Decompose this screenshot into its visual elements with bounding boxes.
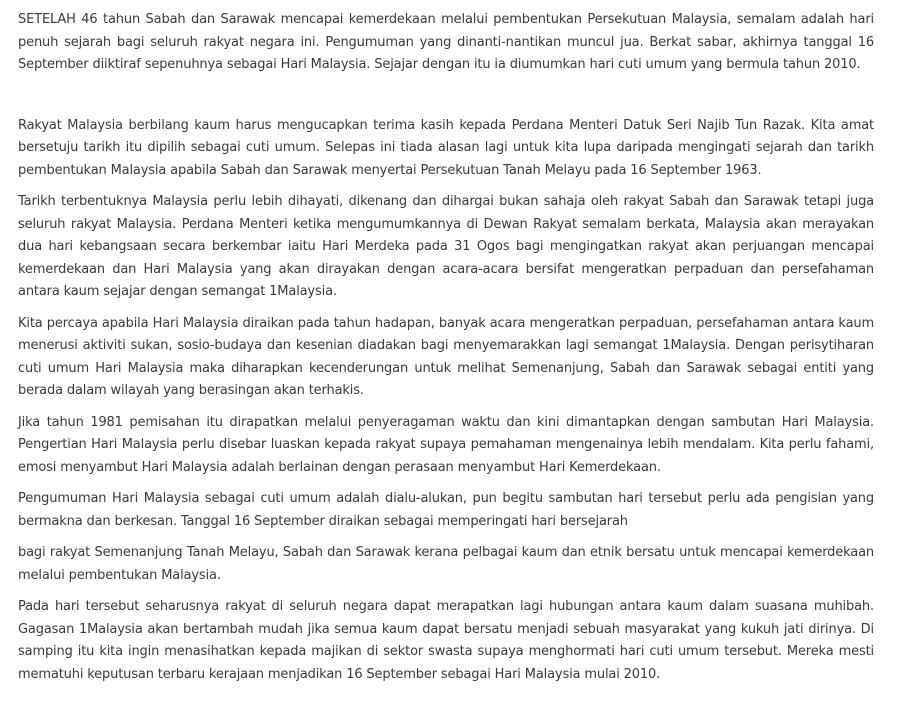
article-paragraph-8: Pada hari tersebut seharusnya rakyat di seluruh negara dapat merapatkan lagi hubungan antara kaum dalam suasana muhibah. Gagasan 1Malaysia akan bertambah mudah jika semua kaum dapat bersatu menjadi sebuah masyarakat yang kukuh jati dirinya. Di samping itu kita ingin menasihatkan kepada majikan di sektor swasta supaya menghormati hari cuti umum tersebut. Mereka mesti mematuhi keputusan terbaru kerajaan menjadikan 16 September sebagai Hari Malaysia mulai 2010. [18,599,874,682]
article-body [18,9,874,695]
paragraph-spacer [18,77,874,115]
article-paragraph-2: Rakyat Malaysia berbilang kaum harus mengucapkan terima kasih kepada Perdana Menteri Datuk Seri Najib Tun Razak. Kita amat bersetuju tarikh itu dipilih sebagai cuti umum. Selepas ini tiada alasan lagi untuk kita lupa daripada mengingati sejarah dan tarikh pembentukan Malaysia apabila Sabah dan Sarawak menyertai Persekutuan Tanah Melayu pada 16 September 1963. [18,117,874,178]
article-paragraph-4: Kita percaya apabila Hari Malaysia diraikan pada tahun hadapan, banyak acara mengeratkan perpaduan, persefahaman antara kaum menerusi aktiviti sukan, sosio-budaya dan kesenian diadakan bagi menyemarakkan lagi semangat 1Malaysia. Dengan perisytiharan cuti umum Hari Malaysia maka diharapkan kecenderungan untuk melihat Semenanjung, Sabah dan Sarawak sebagai entiti yang berada dalam wilayah yang berasingan akan terhakis. [18,315,874,398]
article-paragraph-5: Jika tahun 1981 pemisahan itu dirapatkan melalui penyeragaman waktu dan kini dimantapkan dengan sambutan Hari Malaysia. Pengertian Hari Malaysia perlu disebar luaskan kepada rakyat supaya pemahaman mengenainya lebih mendalam. Kita perlu fahami, emosi menyambut Hari Malaysia adalah berlainan dengan perasaan menyambut Hari Kemerdekaan. [18,414,874,475]
article-paragraph-6: Pengumuman Hari Malaysia sebagai cuti umum adalah dialu-alukan, pun begitu sambutan hari tersebut perlu ada pengisian yang bermakna dan berkesan. Tanggal 16 September diraikan sebagai memperingati hari bersejarah [18,491,874,529]
article-paragraph-3: Tarikh terbentuknya Malaysia perlu lebih dihayati, dikenang dan dihargai bukan sahaja oleh rakyat Sabah dan Sarawak tetapi juga seluruh rakyat Malaysia. Perdana Menteri ketika mengumumkannya di Dewan Rakyat semalam berkata, Malaysia akan merayakan dua hari kebangsaan secara berkembar iaitu Hari Merdeka pada 31 Ogos bagi mengingatkan rakyat akan perjuangan mencapai kemerdekaan dan Hari Malaysia yang akan dirayakan dengan acara-acara bersifat mengeratkan perpaduan dan persefahaman antara kaum sejajar dengan semangat 1Malaysia. [18,194,874,299]
article-paragraph-1: SETELAH 46 tahun Sabah dan Sarawak mencapai kemerdekaan melalui pembentukan Persekutuan Malaysia, semalam adalah hari penuh sejarah bagi seluruh rakyat negara ini. Pengumuman yang dinanti-nantikan muncul jua. Berkat sabar, akhirnya tanggal 16 September diiktiraf sepenuhnya sebagai Hari Malaysia. Sejajar dengan itu ia diumumkan hari cuti umum yang bermula tahun 2010. [18,12,874,72]
article-paragraph-7: bagi rakyat Semenanjung Tanah Melayu, Sabah dan Sarawak kerana pelbagai kaum dan etnik bersatu untuk mencapai kemerdekaan melalui pembentukan Malaysia. [18,545,874,583]
